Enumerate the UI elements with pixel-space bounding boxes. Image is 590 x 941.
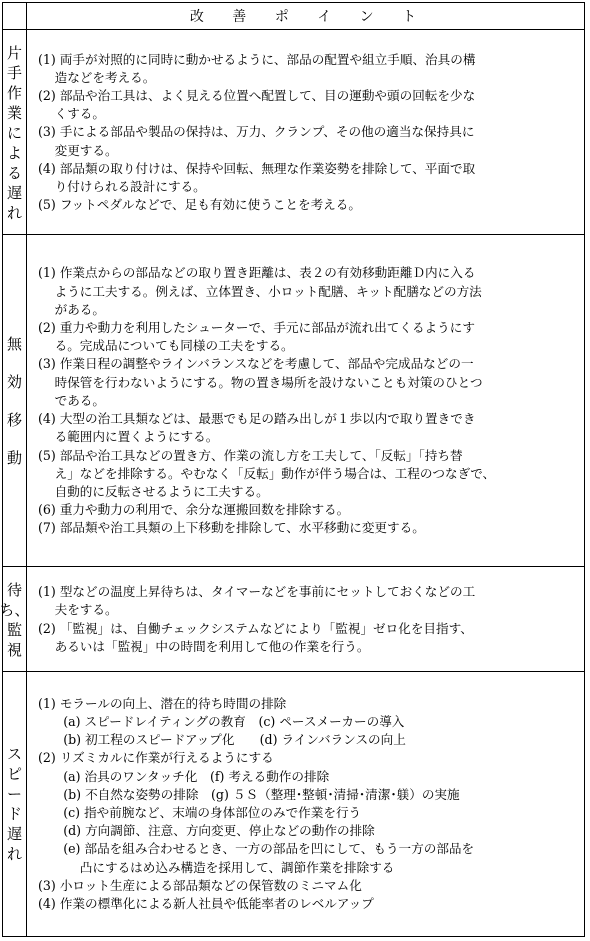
- label-char: よ: [6, 143, 22, 162]
- list-item-line: (2) リズミカルに作業が行えるようにする: [38, 750, 274, 766]
- list-item-line: (5) フットペダルなどで、足も有効に使うことを考える。: [38, 197, 361, 213]
- label-char: に: [6, 123, 22, 142]
- table-title: 改 善 ポ イ ン ト: [189, 9, 429, 25]
- label-char: 効: [6, 373, 22, 391]
- list-item-line: (2) 重力や動力を利用したシューターで、手元に部品が流れ出てくるようにす: [38, 320, 475, 336]
- label-char: ー: [6, 785, 22, 803]
- section-label-katate: [3, 30, 27, 235]
- label-char: ち、: [0, 600, 30, 619]
- list-item-line: あるいは「監視」中の時間を利用して他の作業を行う。: [38, 638, 370, 654]
- label-char: 監: [6, 620, 22, 639]
- label-char: 待: [6, 580, 22, 599]
- list-item-line: る。完成品についても同様の工夫をする。: [38, 338, 294, 354]
- label-char: 片: [6, 43, 22, 62]
- list-item-line: (6) 重力や動力の利用で、余分な運搬回数を排除する。: [38, 502, 350, 518]
- section-row-speed: [3, 671, 584, 936]
- section-row-katate: [3, 29, 584, 235]
- label-char: 遅: [6, 183, 22, 202]
- list-item-line: 自動的に反転させるように工夫する。: [38, 483, 269, 499]
- label-char: 業: [6, 103, 22, 122]
- section-row-mukou: [3, 234, 584, 567]
- list-item-line: 変更する。: [38, 142, 118, 158]
- list-item-line: (a) 治具のワンタッチ化 (f) 考える動作の排除: [38, 768, 330, 784]
- section-content-machi: [28, 567, 580, 672]
- header-label-cell: [3, 3, 27, 29]
- list-item-line: がある。: [38, 301, 105, 317]
- list-item-line: (3) 小ロット生産による部品類などの保管数のミニマム化: [38, 877, 362, 893]
- list-item-line: り付けられる設計にする。: [38, 179, 206, 194]
- label-char: ド: [6, 805, 22, 823]
- list-item-line: (5) 部品や治工具などの置き方、作業の流し方を工夫して、「反転」「持ち替: [38, 447, 463, 463]
- label-char: ピ: [6, 765, 22, 783]
- list-item-line: (4) 作業の標準化による新人社員や低能率者のレベルアップ: [38, 896, 374, 912]
- list-item-line: 時保管を行わないようにする。物の置き場所を設けないことも対策のひとつ: [38, 374, 483, 390]
- list-item-line: ように工夫する。例えば、立体置き、小ロット配膳、キット配膳などの方法: [38, 283, 482, 299]
- list-item-line: (3) 作業日程の調整やラインバランスなどを考慮して、部品や完成品などの一: [38, 356, 474, 372]
- label-char: 移: [6, 411, 22, 429]
- list-item-line: くする。: [38, 106, 105, 122]
- label-char: 作: [6, 83, 22, 102]
- label-char: 遅: [6, 825, 22, 843]
- improvement-points-table: [2, 2, 585, 937]
- list-item-line: 造などを考える。: [38, 69, 156, 85]
- section-label-speed: [3, 672, 27, 936]
- list-item-line: (a) スピードレイティングの教育 (c) ペースメーカーの導入: [38, 713, 405, 729]
- list-item-line: (b) 不自然な姿勢の排除 (g) ５Ｓ（整理･整頓･清掃･清潔･躾）の実施: [38, 786, 460, 802]
- section-content-mukou: [28, 235, 580, 567]
- list-item-line: え」などを排除する。やむなく「反転」動作が伴う場合は、工程のつなぎで、: [38, 465, 496, 481]
- list-item-line: る範囲内に置くようにする。: [38, 429, 219, 445]
- list-item-line: (4) 大型の治工具類などは、最悪でも足の踏み出しが１歩以内で取り置きでき: [38, 411, 476, 427]
- list-item-line: (7) 部品類や治工具類の上下移動を排除して、水平移動に変更する。: [38, 520, 425, 536]
- list-item-line: 凸にするはめ込み構造を採用して、調節作業を排除する: [38, 859, 395, 875]
- section-label-machi: [0, 567, 30, 672]
- label-char: れ: [6, 203, 22, 222]
- label-char: る: [6, 163, 22, 182]
- label-char: 動: [6, 449, 22, 467]
- section-row-machi: [0, 566, 584, 672]
- list-item-line: 夫をする。: [38, 602, 118, 618]
- label-char: 無: [6, 335, 22, 353]
- list-item-line: (c) 指や前腕など、末端の身体部位のみで作業を行う: [38, 805, 362, 820]
- list-item-line: (2) 部品や治工具は、よく見える位置へ配置して、目の運動や頭の回転を少な: [38, 87, 476, 103]
- section-content-speed: [28, 672, 580, 936]
- label-char: れ: [6, 845, 22, 863]
- list-item-line: (e) 部品を組み合わせるとき、一方の部品を凹にして、もう一方の部品を: [38, 841, 475, 857]
- label-char: 視: [6, 640, 22, 659]
- list-item-line: である。: [38, 392, 105, 408]
- label-char: ス: [6, 745, 22, 763]
- header-title-cell: [28, 3, 580, 29]
- list-item-line: (1) 型などの温度上昇待ちは、タイマーなどを事前にセットしておくなどの工: [38, 584, 476, 600]
- section-content-katate: [28, 30, 580, 235]
- table-header-row: [3, 3, 584, 29]
- list-item-line: (4) 部品類の取り付けは、保持や回転、無理な作業姿勢を排除して、平面で取: [38, 160, 476, 176]
- list-item-line: (3) 手による部品や製品の保持は、万力、クランプ、その他の適当な保持具に: [38, 124, 475, 140]
- section-label-mukou: [3, 235, 27, 567]
- list-item-line: (1) 作業点からの部品などの取り置き距離は、表２の有効移動距離Ｄ内に入る: [38, 265, 476, 281]
- label-char: 手: [6, 63, 22, 82]
- list-item-line: (d) 方向調節、注意、方向変更、停止などの動作の排除: [38, 823, 375, 839]
- list-item-line: (b) 初工程のスピードアップ化 (d) ラインバランスの向上: [38, 732, 406, 748]
- list-item-line: (1) 両手が対照的に同時に動かせるように、部品の配置や組立手順、治具の構: [38, 51, 476, 67]
- list-item-line: (2) 「監視」は、自働チェックシステムなどにより「監視」ゼロ化を目指す、: [38, 620, 473, 636]
- list-item-line: (1) モラールの向上、潜在的待ち時間の排除: [38, 695, 287, 711]
